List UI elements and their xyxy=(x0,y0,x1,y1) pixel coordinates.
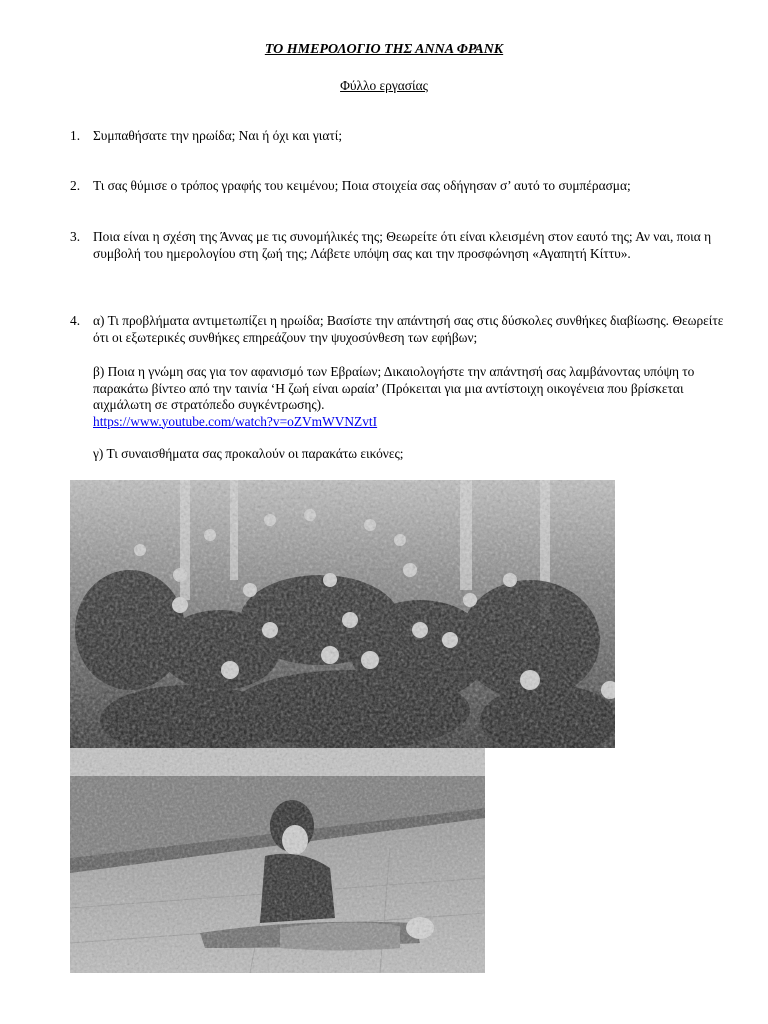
question-3 xyxy=(70,229,735,262)
question-part-b: β) Ποια η γνώμη σας για τον αφανισμό των Εβραίων; Δικαιολογήστε την απάντησή σας λαμβάνοντας υπόψη το παρακάτω βίντεο από την ταινία ‘Η ζωή είναι ωραία’ (Πρόκειται για μια αντίστοιχη οικογένεια που βρίσκεται αιχμάλωτη σε στρατόπεδο συγκέντρωσης). xyxy=(93,364,695,412)
question-4c xyxy=(70,446,735,463)
question-number: 2. xyxy=(70,178,81,193)
page-subtitle: Φύλλο εργασίας xyxy=(340,78,428,93)
page-title: ΤΟ ΗΜΕΡΟΛΟΓΙΟ ΤΗΣ ΑΝΝΑ ΦΡΑΝΚ xyxy=(264,42,504,57)
question-number: 3. xyxy=(70,229,81,244)
question-number: 4. xyxy=(70,313,81,328)
video-link[interactable]: https://www.youtube.com/watch?v=oZVmWVNZvtI xyxy=(93,413,378,429)
question-text: Συμπαθήσατε την ηρωίδα; Ναι ή όχι και γιατί; xyxy=(93,128,343,143)
camp-barracks-photo xyxy=(70,480,615,748)
question-text: Ποια είναι η σχέση της Άννας με τις συνομήλικές της; Θεωρείτε ότι είναι κλεισμένη στον εαυτό της; Αν ναι, ποια η συμβολή του ημερολογίου στη ζωή της; Λάβετε υπόψη σας και την προσφώνηση «Αγαπητή Κίττυ». xyxy=(93,229,712,261)
question-4b xyxy=(70,364,735,430)
question-part-c: γ) Τι συναισθήματα σας προκαλούν οι παρακάτω εικόνες; xyxy=(93,446,404,461)
question-text: Τι σας θύμισε ο τρόπος γραφής του κειμένου; Ποια στοιχεία σας οδήγησαν σ’ αυτό το συμπέρασμα; xyxy=(93,178,631,193)
question-number: 1. xyxy=(70,128,81,143)
question-2 xyxy=(70,178,735,195)
question-part-a: α) Τι προβλήματα αντιμετωπίζει η ηρωίδα; Βασίστε την απάντησή σας στις δύσκολες συνθήκες διαβίωσης. Θεωρείτε ότι οι εξωτερικές συνθήκες επηρεάζουν την ψυχοσύνθεση των εφήβων; xyxy=(93,313,724,345)
question-1 xyxy=(70,128,735,145)
street-children-photo xyxy=(70,748,485,973)
question-4 xyxy=(70,313,735,346)
